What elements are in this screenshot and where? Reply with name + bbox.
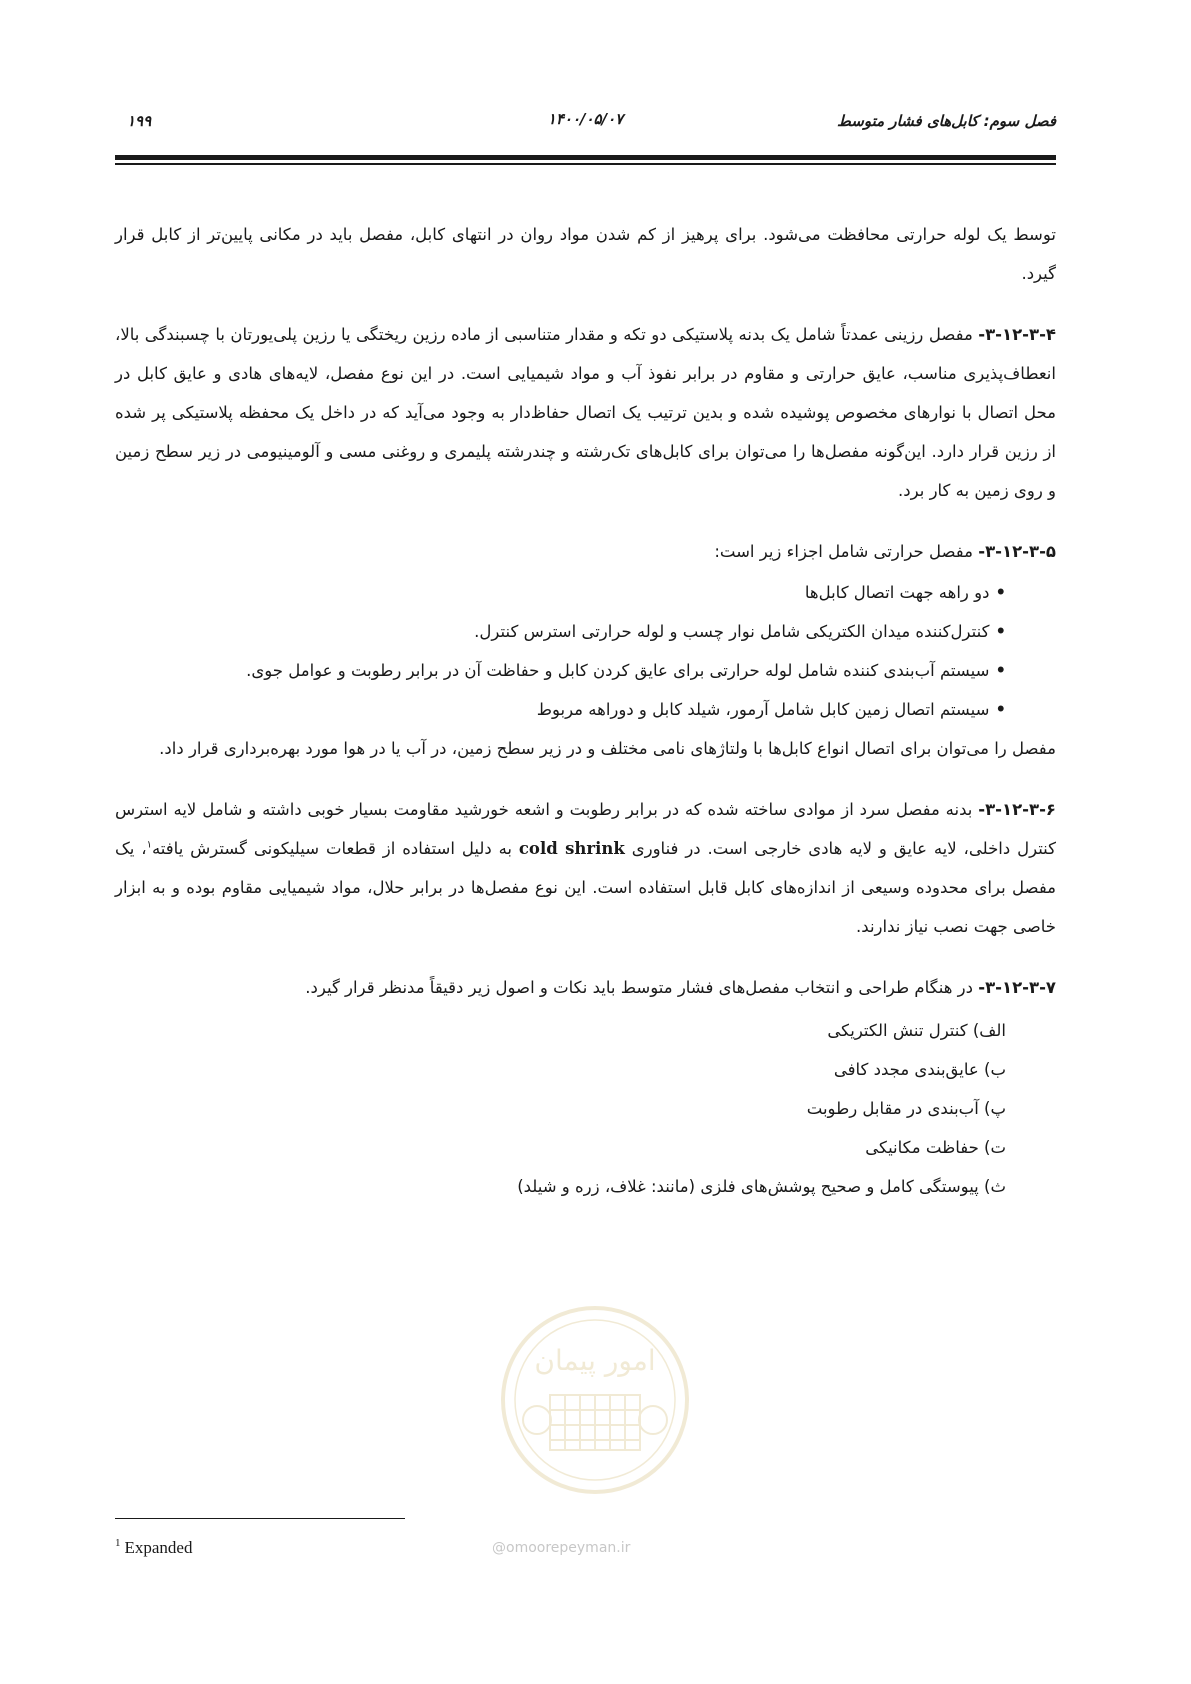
header-rule-thick: [115, 155, 1056, 160]
section-4-text: مفصل رزینی عمدتاً شامل یک بدنه پلاستیکی دو تکه و مقدار متناسبی از ماده رزین ریختگی یا رزین پلی‌یورتان با چسبندگی بالا، انعطاف‌پذیری مناسب، عایق حرارتی و مقاوم در برابر نفوذ آب و مواد شیمیایی است. در این نوع مفصل، لایه‌های هادی و عایق کابل در محل اتصال با نوارهای مخصوص پوشیده شده و بدین ترتیب یک اتصال حفاظ‌دار به وجود می‌آید که در داخل یک محفظه پلاستیکی پر شده از رزین قرار دارد. این‌گونه مفصل‌ها را می‌توان برای کابل‌های تک‌رشته و چندرشته پلیمری و روغنی مسی و آلومینیومی در زیر سطح زمین و روی زمین به کار برد.: [115, 325, 1056, 500]
footnote-reference[interactable]: ۱: [146, 839, 152, 851]
bullet-item: •کنترل‌کننده میدان الکتریکی شامل نوار چسب و لوله حرارتی استرس کنترل.: [474, 622, 1006, 641]
bullet-item: •سیستم اتصال زمین کابل شامل آرمور، شیلد کابل و دوراهه مربوط: [536, 700, 1006, 719]
section-5-number: ۳-۱۲-۳-۵-: [978, 542, 1056, 561]
header-date: ۱۴۰۰/۰۵/۰۷: [547, 110, 624, 128]
chapter-title: فصل سوم: کابل‌های فشار متوسط: [837, 112, 1056, 130]
page-header: [115, 112, 1056, 142]
list-item: ب) عایق‌بندی مجدد کافی: [833, 1060, 1006, 1079]
bullet-icon: •: [995, 583, 1006, 602]
section-7-text: در هنگام طراحی و انتخاب مفصل‌های فشار متوسط باید نکات و اصول زیر دقیقاً مدنظر قرار گیرد.: [305, 978, 979, 997]
footnote-text: Expanded: [124, 1538, 193, 1557]
bullet-icon: •: [995, 622, 1006, 641]
bullet-icon: •: [995, 661, 1006, 680]
watermark-logo-text: امور پیمان: [534, 1344, 656, 1377]
list-item: ث) پیوستگی کامل و صحیح پوشش‌های فلزی (مانند: غلاف، زره و شیلد): [517, 1177, 1006, 1196]
section-5-text: مفصل حرارتی شامل اجزاء زیر است:: [714, 542, 979, 561]
page-body: [115, 215, 1056, 1206]
section-4-paragraph: [115, 315, 1056, 510]
section-5-paragraph: [115, 532, 1056, 571]
bullet-item: •دو راهه جهت اتصال کابل‌ها: [804, 583, 1006, 602]
bullet-icon: •: [995, 700, 1006, 719]
section-5-closing: مفصل را می‌توان برای اتصال انواع کابل‌ها با ولتاژهای نامی مختلف و در زیر سطح زمین، در آب یا در هوا مورد بهره‌برداری قرار داد.: [159, 739, 1056, 758]
bullet-item: •سیستم آب‌بندی کننده شامل لوله حرارتی برای عایق کردن کابل و حفاظت آن در برابر رطوبت و عوامل جوی.: [246, 661, 1006, 680]
page-number: ۱۹۹: [127, 112, 152, 130]
list-item: ت) حفاظت مکانیکی: [865, 1138, 1006, 1157]
section-7-number: ۳-۱۲-۳-۷-: [978, 978, 1056, 997]
section-7-paragraph: [115, 968, 1056, 1007]
section-6-number: ۳-۱۲-۳-۶-: [978, 800, 1056, 819]
list-item: پ) آب‌بندی در مقابل رطوبت: [806, 1099, 1006, 1118]
watermark-url: @omoorepeyman.ir: [492, 1540, 631, 1556]
section-4-number: ۳-۱۲-۳-۴-: [978, 325, 1056, 344]
cold-shrink-term: cold shrink: [518, 839, 625, 858]
section-5-bullet-list: [115, 573, 1056, 729]
section-7-list: [115, 1011, 1056, 1206]
footnote: [115, 1538, 192, 1558]
footnote-rule: [115, 1518, 405, 1519]
list-item: الف) کنترل تنش الکتریکی: [827, 1021, 1006, 1040]
watermark-logo: [495, 1300, 695, 1500]
footnote-marker: 1: [115, 1537, 121, 1550]
header-rule-thin: [115, 163, 1056, 165]
intro-paragraph: توسط یک لوله حرارتی محافظت می‌شود. برای پرهیز از کم شدن مواد روان در انتهای کابل، مفصل باید در مکانی پایین‌تر از کابل قرار گیرد.: [115, 225, 1056, 283]
section-6-paragraph: ۳-۱۲-۳-۶- بدنه مفصل سرد از موادی ساخته شده که در برابر رطوبت و اشعه خورشید مقاومت بسیار خوبی داشته و شامل لایه استرس کنترل داخلی، لایه عایق و لایه هادی خارجی است. در فناوری cold shrink به دلیل استفاده از قطعات سیلیکونی گسترش یافته$^۱$، یک مفصل برای محدوده وسیعی از اندازه‌های کابل قابل استفاده است. این نوع مفصل‌ها در برابر حلال، مواد شیمیایی مقاوم بوده و به ابزار خاصی جهت نصب نیاز ندارند.: [115, 800, 1057, 936]
